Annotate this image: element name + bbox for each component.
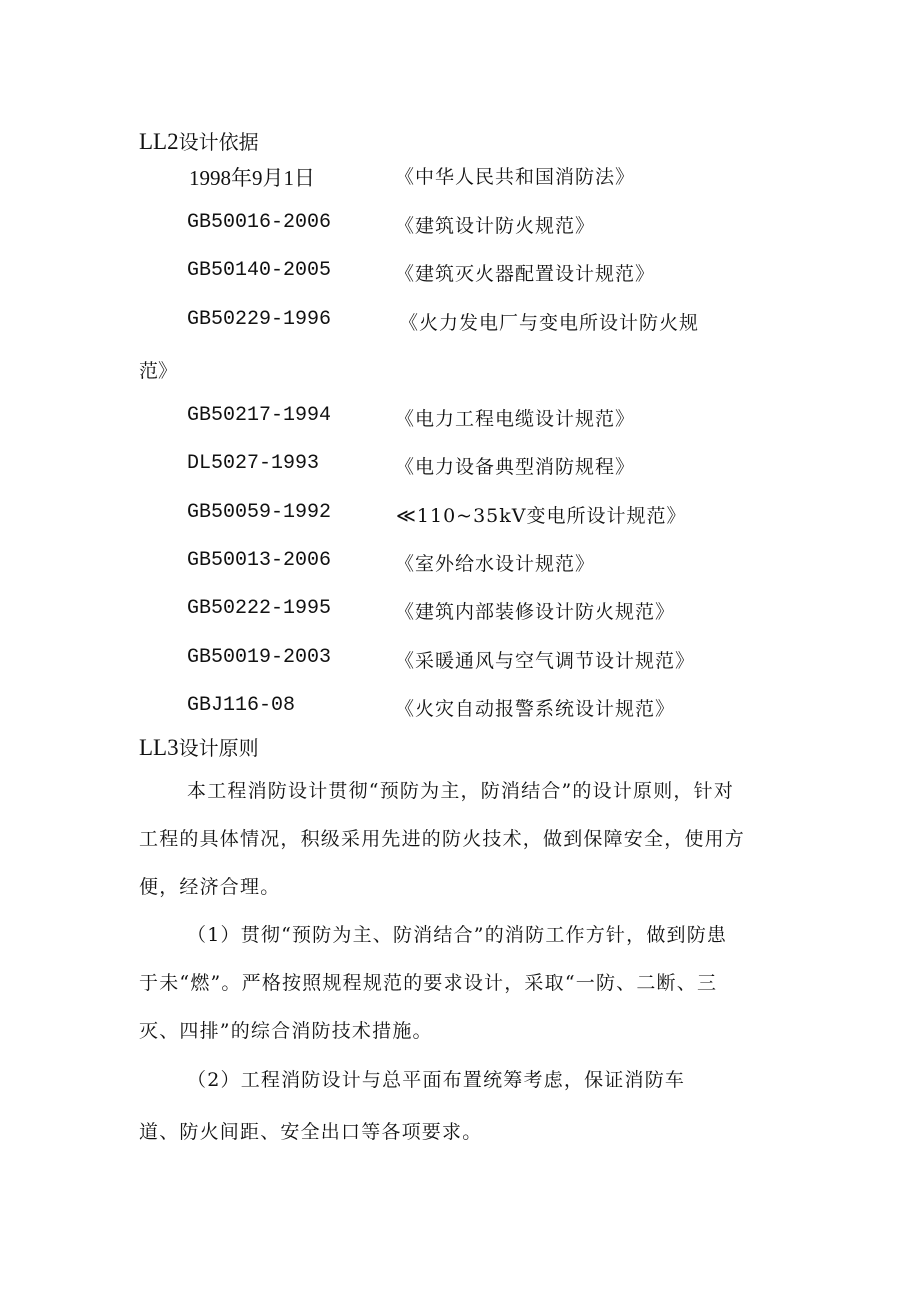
- paragraph-line: （1）贯彻“预防为主、防消结合”的消防工作方针，做到防患: [187, 924, 728, 946]
- reference-code: GB50140-2005: [187, 259, 332, 282]
- paragraph-line: 便，经济合理。: [139, 876, 281, 898]
- paragraph-line: 道、防火间距、安全出口等各项要求。: [139, 1121, 483, 1143]
- paragraph-line: （2）工程消防设计与总平面布置统筹考虑，保证消防车: [187, 1069, 686, 1091]
- reference-code: GB50016-2006: [187, 211, 332, 234]
- paragraph-line: 工程的具体情况，积级采用先进的防火技术，做到保障安全，使用方: [139, 828, 746, 850]
- reference-title: 《中华人民共和国消防法》: [395, 166, 636, 188]
- reference-code: GB50013-2006: [187, 549, 332, 572]
- section-title: 设计原则: [178, 736, 259, 760]
- reference-title: 《电力设备典型消防规程》: [395, 456, 636, 478]
- reference-code: GB50059-1992: [187, 501, 332, 524]
- section-heading-design-principles: [139, 732, 259, 761]
- reference-title: 《火力发电厂与变电所设计防火规: [399, 312, 700, 334]
- section-title: 设计依据: [178, 130, 259, 154]
- reference-title: 《电力工程电缆设计规范》: [395, 408, 636, 430]
- reference-title: 《建筑灭火器配置设计规范》: [395, 263, 656, 285]
- reference-code: GBJ116-08: [187, 694, 296, 717]
- reference-title: 《火灾自动报警系统设计规范》: [395, 698, 676, 720]
- reference-title: 《室外给水设计规范》: [395, 553, 596, 575]
- paragraph-line: 本工程消防设计贯彻“预防为主，防消结合”的设计原则，针对: [187, 780, 735, 802]
- reference-title: 《建筑内部装修设计防火规范》: [395, 601, 676, 623]
- reference-code: DL5027-1993: [187, 452, 320, 475]
- section-number: LL2: [139, 129, 179, 154]
- section-number: LL3: [139, 735, 179, 760]
- reference-title-continuation: 范》: [139, 360, 178, 382]
- reference-code: GB50222-1995: [187, 597, 332, 620]
- reference-code: GB50217-1994: [187, 404, 332, 427]
- reference-code: 1998年9月1日: [189, 166, 315, 190]
- reference-title: ≪110~35kV变电所设计规范》: [396, 505, 687, 527]
- reference-title: 《建筑设计防火规范》: [395, 215, 596, 237]
- paragraph-line: 灭、四排”的综合消防技术措施。: [139, 1020, 433, 1042]
- reference-code: GB50019-2003: [187, 646, 332, 669]
- paragraph-line: 于未“燃”。严格按照规程规范的要求设计，采取“一防、二断、三: [139, 972, 718, 994]
- section-heading-design-basis: [139, 126, 259, 155]
- reference-title: 《采暖通风与空气调节设计规范》: [395, 650, 696, 672]
- reference-code: GB50229-1996: [187, 308, 332, 331]
